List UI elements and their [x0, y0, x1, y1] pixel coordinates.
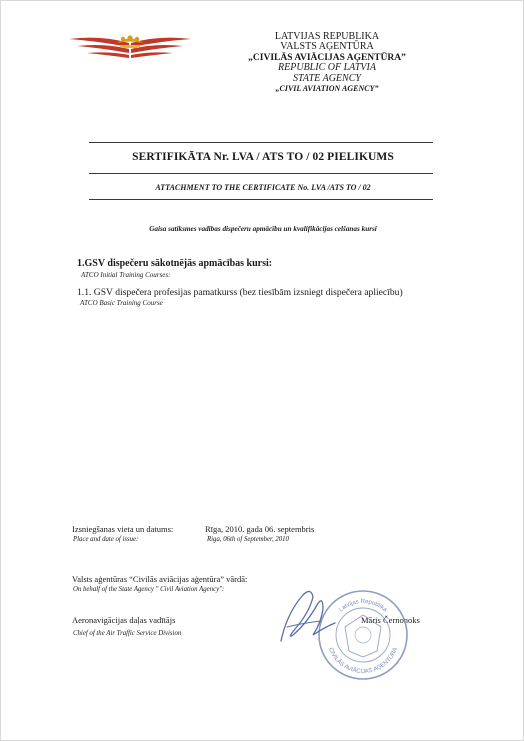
courses-heading: Gaisa satiksmes vadības dispečeru apmācību un kvalifikācijas celšanas kursi — [149, 225, 377, 233]
signature-icon — [273, 583, 343, 653]
certificate-subtitle: ATTACHMENT TO THE CERTIFICATE No. LVA /ATS TO / 02 — [155, 183, 371, 192]
seal-bottom-text: CIVILĀS AVIĀCIJAS AĢENTŪRA — [326, 647, 400, 676]
agency-country-en: REPUBLIC OF LATVIA — [278, 62, 376, 74]
divider-top — [89, 142, 433, 143]
divider-bottom — [89, 199, 433, 200]
agency-type-en: STATE AGENCY — [293, 72, 361, 84]
issue-label: Izsniegšanas vieta un datums: — [72, 524, 174, 534]
behalf-label-en: On behalf of the State Agency " Civil Aviation Agency": — [73, 586, 225, 593]
course-item-en: ATCO Basic Training Course — [80, 299, 163, 307]
issue-value-en: Riga, 06th of September, 2010 — [207, 536, 289, 543]
divider-middle — [89, 173, 433, 174]
section-heading: 1.GSV dispečeru sākotnējās apmācības kursi: — [77, 258, 273, 269]
course-item: 1.1. GSV dispečera profesijas pamatkurss (bez tiesībām izsniegt dispečera apliecību) — [77, 287, 403, 298]
agency-name-lv: „CIVILĀS AVIĀCIJAS AĢENTŪRA” — [248, 52, 406, 63]
chief-label-en: Chief of the Air Traffic Service Division — [73, 630, 182, 637]
chief-label: Aeronavigācijas daļas vadītājs — [72, 615, 176, 625]
agency-type-lv: VALSTS AĢENTŪRA — [280, 41, 374, 53]
issue-value: Rīga, 2010. gada 06. septembris — [205, 524, 315, 534]
certificate-title: SERTIFIKĀTA Nr. LVA / ATS TO / 02 PIELIKUMS — [132, 151, 394, 163]
chief-name: Māris Černonoks — [361, 615, 420, 625]
seal-top-text: Latvijas Republika — [338, 598, 388, 614]
agency-wings-logo-icon — [67, 27, 193, 65]
behalf-label: Valsts aģentūras “Civilās aviācijas aģentūra” vārdā: — [72, 574, 248, 584]
agency-country-lv: LATVIJAS REPUBLIKA — [274, 31, 380, 42]
agency-name-en: „CIVIL AVIATION AGENCY” — [275, 84, 379, 94]
section-heading-en: ATCO Initial Training Courses: — [81, 271, 171, 279]
agency-header — [239, 32, 415, 94]
issue-label-en: Place and date of issue: — [73, 536, 139, 543]
